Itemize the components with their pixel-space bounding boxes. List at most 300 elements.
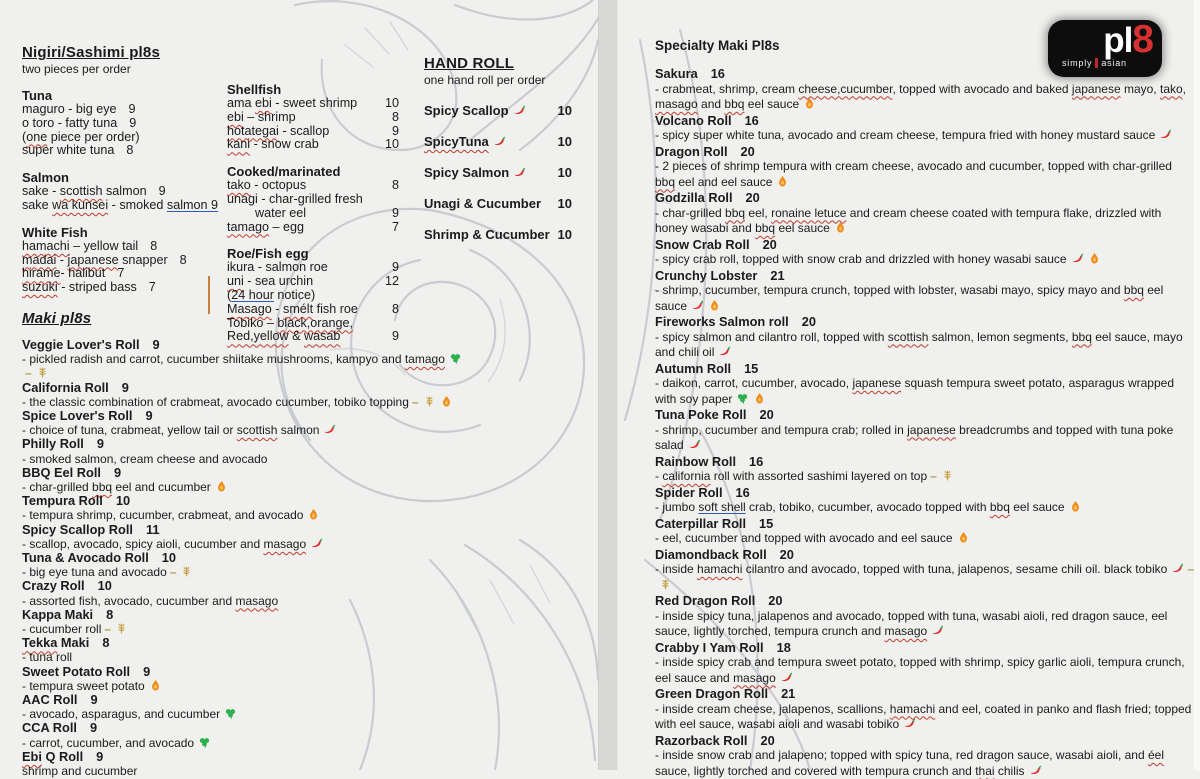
menu-line bbox=[227, 97, 399, 111]
dash-mark: – bbox=[1187, 562, 1194, 576]
item-icons bbox=[776, 671, 793, 685]
chili-icon bbox=[691, 299, 704, 312]
item-name: Crazy Roll bbox=[22, 578, 85, 593]
chili-icon bbox=[1071, 252, 1084, 265]
flame-icon bbox=[1069, 500, 1082, 513]
menu-item bbox=[22, 494, 470, 522]
item-text: uni - sea urchin bbox=[227, 275, 313, 289]
item-price: 10 bbox=[162, 550, 176, 565]
item-price: 11 bbox=[146, 522, 160, 537]
chili-icon bbox=[931, 624, 944, 637]
item-name: Rainbow Roll bbox=[655, 454, 736, 469]
item-icons bbox=[953, 531, 970, 545]
item-icons bbox=[319, 423, 336, 437]
item-icons bbox=[899, 717, 916, 731]
item-description: - inside hamachi cilantro and avocado, topped with tuna, jalapenos, sesame chili oil. black tobiko bbox=[655, 562, 1167, 576]
item-price: 9 bbox=[122, 380, 129, 395]
item-price: 9 bbox=[90, 720, 97, 735]
item-description: - choice of tuna, crabmeat, yellow tail or scottish salmon bbox=[22, 423, 319, 437]
item-icons bbox=[489, 134, 506, 149]
clover-icon bbox=[224, 707, 237, 720]
item-price: 20 bbox=[763, 237, 777, 252]
menu-item bbox=[22, 608, 470, 636]
item-text: unagi - char-grilled fresh bbox=[227, 193, 363, 207]
item-description: - crabmeat, shrimp, cream cheese,cucumber, topped with avocado and baked japanese mayo, tako, masago and bbq eel sauce bbox=[655, 82, 1186, 112]
item-description: - daikon, carrot, cucumber, avocado, japanese squash tempura sweet potato, asparagus wrapped with soy paper bbox=[655, 376, 1174, 406]
chili-icon bbox=[513, 104, 526, 117]
item-icons bbox=[927, 624, 944, 638]
item-description: - scallop, avocado, spicy aioli, cucumber and masago bbox=[22, 537, 306, 551]
item-name: Spice Lover's Roll bbox=[22, 408, 132, 423]
item-text: (24 hour notice) bbox=[227, 289, 315, 303]
item-name: Spicy Scallop Roll bbox=[22, 522, 133, 537]
group-name: Tuna bbox=[22, 88, 222, 103]
item-price: 9 bbox=[114, 465, 121, 480]
item-name: Godzilla Roll bbox=[655, 190, 733, 205]
item-price: 21 bbox=[770, 268, 784, 283]
item-price: 7 bbox=[392, 221, 399, 235]
item-price: 10 bbox=[558, 103, 572, 118]
item-price: 8 bbox=[126, 143, 133, 157]
item-price: 16 bbox=[711, 66, 725, 81]
item-name: Sakura bbox=[655, 66, 698, 81]
menu-line bbox=[22, 131, 222, 145]
item-price: 8 bbox=[150, 239, 157, 253]
flame-icon bbox=[776, 175, 789, 188]
item-description: - tempura shrimp, cucumber, crabmeat, and avocado bbox=[22, 508, 303, 522]
item-name: Diamondback Roll bbox=[655, 547, 767, 562]
chili-icon bbox=[718, 345, 731, 358]
specialty-title: Specialty Maki Pl8s bbox=[655, 38, 1195, 53]
flame-icon bbox=[215, 480, 228, 493]
menu-line bbox=[22, 267, 222, 281]
item-name: Spicy Salmon bbox=[424, 165, 509, 180]
page-right-edge bbox=[1194, 0, 1200, 770]
flame-icon bbox=[149, 679, 162, 692]
menu-line bbox=[227, 207, 399, 221]
menu-line bbox=[227, 234, 399, 261]
nigiri-list bbox=[22, 88, 222, 295]
menu-line bbox=[22, 170, 222, 185]
item-icons bbox=[732, 392, 766, 406]
menu-item bbox=[655, 237, 1195, 268]
menu-item bbox=[655, 733, 1195, 779]
item-name: California Roll bbox=[22, 380, 109, 395]
item-icons bbox=[194, 736, 211, 750]
item-name: Tempura Roll bbox=[22, 493, 103, 508]
item-price: 9 bbox=[97, 436, 104, 451]
group-name: Cooked/marinated bbox=[227, 164, 340, 179]
item-price: 9 bbox=[143, 664, 150, 679]
chili-icon bbox=[903, 717, 916, 730]
item-text: madai - japanese snapper bbox=[22, 253, 168, 267]
menu-item bbox=[22, 579, 470, 607]
menu-line bbox=[22, 117, 222, 131]
item-icons bbox=[211, 480, 228, 494]
item-price: 18 bbox=[777, 640, 791, 655]
flame-icon bbox=[440, 395, 453, 408]
item-description: - carrot, cucumber, and avocado bbox=[22, 736, 194, 750]
item-icons bbox=[927, 469, 954, 483]
item-text: hamachi – yellow tail bbox=[22, 239, 138, 253]
menu-item bbox=[655, 686, 1195, 733]
menu-item bbox=[22, 721, 470, 749]
group-name: Shellfish bbox=[227, 82, 281, 97]
item-text: Tobiko – black,orange, bbox=[227, 317, 353, 331]
item-icons bbox=[220, 707, 237, 721]
nigiri-section-subtitle: two pieces per order bbox=[22, 62, 222, 76]
item-price: 10 bbox=[385, 138, 399, 152]
item-name: Dragon Roll bbox=[655, 144, 728, 159]
item-name: Tekka Maki bbox=[22, 635, 89, 650]
menu-line bbox=[227, 138, 399, 152]
nigiri-section-title: Nigiri/Sashimi pl8s bbox=[22, 44, 222, 61]
item-description: - 2 pieces of shrimp tempura with cream cheese, avocado and cucumber, topped with char-grilled bbq eel and eel sauce bbox=[655, 159, 1172, 189]
hand-roll-subtitle: one hand roll per order bbox=[424, 73, 572, 87]
item-name: Caterpillar Roll bbox=[655, 516, 746, 531]
item-price: 7 bbox=[117, 266, 124, 280]
menu-item bbox=[22, 466, 470, 494]
item-price: 9 bbox=[392, 261, 399, 275]
flame-icon bbox=[708, 299, 721, 312]
item-name: Veggie Lover's Roll bbox=[22, 337, 140, 352]
specialty-list bbox=[655, 66, 1195, 779]
item-name: Red Dragon Roll bbox=[655, 593, 755, 608]
item-name: CCA Roll bbox=[22, 720, 77, 735]
menu-item bbox=[22, 437, 470, 465]
menu-item bbox=[655, 113, 1195, 144]
item-name: Sweet Potato Roll bbox=[22, 664, 130, 679]
item-price: 9 bbox=[392, 330, 399, 344]
group-name: Salmon bbox=[22, 170, 222, 185]
item-text: maguro - big eye bbox=[22, 102, 117, 116]
item-icons bbox=[1065, 500, 1082, 514]
menu-line bbox=[22, 225, 222, 240]
shellfish-column bbox=[227, 70, 399, 344]
menu-item bbox=[22, 636, 470, 664]
item-name: Shrimp & Cucumber bbox=[424, 227, 550, 242]
page-divider bbox=[598, 0, 618, 770]
item-name: Philly Roll bbox=[22, 436, 84, 451]
item-price: 8 bbox=[392, 303, 399, 317]
chili-icon bbox=[688, 438, 701, 451]
logo-wordmark: pl8 bbox=[1103, 18, 1153, 62]
item-name: Volcano Roll bbox=[655, 113, 732, 128]
menu-line bbox=[22, 185, 222, 199]
item-name: AAC Roll bbox=[22, 692, 77, 707]
item-name: Tuna & Avocado Roll bbox=[22, 550, 149, 565]
menu-line bbox=[227, 179, 399, 193]
item-text: tamago – egg bbox=[227, 221, 304, 235]
item-name: Crunchy Lobster bbox=[655, 268, 757, 283]
item-description: - inside spicy tuna, jalapenos and avocado, topped with tuna, wasabi aioli, red dragon sauce, eel sauce, lightly torched, tempura crunch and masago bbox=[655, 609, 1167, 639]
item-icons bbox=[101, 622, 128, 636]
item-name: Razorback Roll bbox=[655, 733, 747, 748]
item-price: 20 bbox=[768, 593, 782, 608]
item-price: 8 bbox=[106, 607, 113, 622]
menu-item bbox=[655, 407, 1195, 454]
item-icons bbox=[714, 345, 731, 359]
item-icons bbox=[830, 221, 847, 235]
menu-line bbox=[227, 275, 399, 289]
brand-logo bbox=[1048, 20, 1162, 77]
menu-item bbox=[22, 381, 470, 409]
item-description: - char-grilled bbq eel, ronaine letuce and cream cheese coated with tempura flake, drizzled with honey wasabi and bbq eel sauce bbox=[655, 206, 1161, 236]
dash-mark: – bbox=[25, 366, 32, 380]
wheat-icon bbox=[180, 565, 193, 578]
item-price: 12 bbox=[385, 275, 399, 289]
menu-line bbox=[22, 103, 222, 117]
menu-line bbox=[227, 193, 399, 207]
menu-line bbox=[227, 289, 399, 303]
item-price: 16 bbox=[736, 485, 750, 500]
item-price: 10 bbox=[558, 196, 572, 211]
item-description: - assorted fish, avocado, cucumber and masago bbox=[22, 594, 278, 608]
item-description: - spicy salmon and cilantro roll, topped with scottish salmon, lemon segments, bbq eel sauce, mayo and chili oil bbox=[655, 330, 1183, 360]
menu-item bbox=[424, 134, 572, 149]
flame-icon bbox=[753, 392, 766, 405]
item-icons bbox=[509, 165, 526, 180]
item-name: Spider Roll bbox=[655, 485, 723, 500]
item-text: super white tuna bbox=[22, 143, 114, 157]
menu-item bbox=[22, 665, 470, 693]
item-price: 10 bbox=[385, 97, 399, 111]
item-icons bbox=[687, 299, 721, 313]
item-text: kani - snow crab bbox=[227, 138, 319, 152]
item-name: Snow Crab Roll bbox=[655, 237, 750, 252]
menu-item bbox=[22, 750, 470, 778]
item-price: 15 bbox=[759, 516, 773, 531]
menu-item bbox=[655, 144, 1195, 191]
item-icons bbox=[509, 103, 526, 118]
item-name: Autumn Roll bbox=[655, 361, 731, 376]
chili-icon bbox=[323, 423, 336, 436]
item-description: - big eye tuna and avocado bbox=[22, 565, 167, 579]
menu-line bbox=[227, 221, 399, 235]
item-description: - spicy crab roll, topped with snow crab and drizzled with honey wasabi sauce bbox=[655, 252, 1067, 266]
item-text: tako - octopus bbox=[227, 179, 306, 193]
dash-mark: – bbox=[170, 565, 177, 579]
item-price: 20 bbox=[741, 144, 755, 159]
item-price: 10 bbox=[116, 493, 130, 508]
menu-item bbox=[424, 165, 572, 180]
item-description: - eel, cucumber and topped with avocado and eel sauce bbox=[655, 531, 953, 545]
group-name: White Fish bbox=[22, 225, 222, 240]
item-price: 8 bbox=[180, 253, 187, 267]
item-description: - jumbo soft shell crab, tobiko, cucumber, avocado topped with bbq eel sauce bbox=[655, 500, 1065, 514]
item-price: 9 bbox=[392, 207, 399, 221]
item-price: 10 bbox=[98, 578, 112, 593]
wheat-icon bbox=[36, 366, 49, 379]
item-text: o toro - fatty tuna bbox=[22, 116, 117, 130]
menu-item bbox=[22, 523, 470, 551]
menu-item bbox=[424, 103, 572, 118]
item-icons bbox=[167, 565, 194, 579]
clover-icon bbox=[198, 736, 211, 749]
wheat-icon bbox=[115, 622, 128, 635]
shellfish-list bbox=[227, 70, 399, 344]
item-name: Spicy Scallop bbox=[424, 103, 509, 118]
menu-item bbox=[655, 547, 1195, 594]
item-price: 20 bbox=[746, 190, 760, 205]
chili-icon bbox=[780, 671, 793, 684]
item-price: 10 bbox=[558, 134, 572, 149]
menu-item bbox=[655, 454, 1195, 485]
item-price: 9 bbox=[392, 125, 399, 139]
item-description: - pickled radish and carrot, cucumber shiitake mushrooms, kampyo and tamago bbox=[22, 352, 445, 366]
chili-icon bbox=[493, 135, 506, 148]
item-name: Green Dragon Roll bbox=[655, 686, 768, 701]
specialty-maki-section bbox=[655, 38, 1195, 779]
item-description: - inside spicy crab and tempura sweet potato, topped with shrimp, spicy garlic aioli, tempura crunch, eel sauce and masago bbox=[655, 655, 1185, 685]
item-text: sake - scottish salmon bbox=[22, 184, 147, 198]
wheat-icon bbox=[659, 578, 672, 591]
menu-line bbox=[22, 88, 222, 103]
nigiri-sashimi-column bbox=[22, 44, 222, 295]
dash-mark: – bbox=[930, 469, 937, 483]
item-text: water eel bbox=[227, 207, 306, 221]
item-text: ebi – shrimp bbox=[227, 111, 296, 125]
item-text: hirame- halibut bbox=[22, 266, 105, 280]
item-text: hotategai - scallop bbox=[227, 125, 329, 139]
chili-icon bbox=[310, 537, 323, 550]
item-icons bbox=[306, 537, 323, 551]
menu-item bbox=[424, 227, 572, 242]
item-price: 9 bbox=[90, 692, 97, 707]
item-description: - spicy super white tuna, avocado and cream cheese, tempura fried with honey mustard sauce bbox=[655, 128, 1155, 142]
item-price: 16 bbox=[745, 113, 759, 128]
item-price: 9 bbox=[129, 116, 136, 130]
item-price: 9 bbox=[96, 749, 103, 764]
item-name: Fireworks Salmon roll bbox=[655, 314, 789, 329]
item-name: SpicyTuna bbox=[424, 134, 489, 149]
item-icons bbox=[684, 438, 701, 452]
flame-icon bbox=[957, 531, 970, 544]
maki-list bbox=[22, 338, 470, 778]
item-description: - cucumber roll bbox=[22, 622, 101, 636]
hand-roll-title: HAND ROLL bbox=[424, 55, 572, 72]
logo-red-bar bbox=[1095, 58, 1098, 68]
item-description: - inside cream cheese, jalapenos, scallions, hamachi and eel, coated in panko and flash fried; topped with eel sauce, wasabi aioli and wasabi tobiko bbox=[655, 702, 1191, 732]
menu-line bbox=[22, 254, 222, 268]
menu-line bbox=[22, 281, 222, 295]
item-price: 8 bbox=[392, 179, 399, 193]
item-price: 16 bbox=[749, 454, 763, 469]
item-text: (one piece per order) bbox=[22, 130, 140, 144]
chili-icon bbox=[1159, 128, 1172, 141]
item-description: - the classic combination of crabmeat, avocado cucumber, tobiko topping bbox=[22, 395, 409, 409]
item-name: Tuna Poke Roll bbox=[655, 407, 746, 422]
chili-icon bbox=[513, 166, 526, 179]
item-price: 10 bbox=[558, 227, 572, 242]
item-icons bbox=[1067, 252, 1101, 266]
menu-line bbox=[22, 240, 222, 254]
logo-tagline: simply asian bbox=[1062, 58, 1127, 68]
item-name: BBQ Eel Roll bbox=[22, 465, 101, 480]
clover-icon bbox=[736, 392, 749, 405]
menu-item bbox=[22, 693, 470, 721]
flame-icon bbox=[803, 97, 816, 110]
item-name: Unagi & Cucumber bbox=[424, 196, 541, 211]
menu-item bbox=[655, 361, 1195, 408]
flame-icon bbox=[307, 508, 320, 521]
item-price: 20 bbox=[780, 547, 794, 562]
dash-mark: – bbox=[412, 395, 419, 409]
item-price: 8 bbox=[102, 635, 109, 650]
item-icons bbox=[145, 679, 162, 693]
item-description: - california roll with assorted sashimi layered on top bbox=[655, 469, 927, 483]
hand-roll-list bbox=[424, 103, 572, 242]
item-price: 20 bbox=[759, 407, 773, 422]
item-description: - inside snow crab and jalapeno; topped with spicy tuna, red dragon sauce, wasabi aioli, and éel sauce, lightly torched and covered with tempura crunch and thai chilis bbox=[655, 748, 1164, 778]
dash-mark: – bbox=[104, 622, 111, 636]
menu-item bbox=[424, 196, 572, 211]
item-icons bbox=[799, 97, 816, 111]
item-description: - shrimp, cucumber, tempura crunch, topped with lobster, wasabi mayo, spicy mayo and bbq eel sauce bbox=[655, 283, 1163, 313]
item-text: ikura - salmon roe bbox=[227, 261, 328, 275]
group-name: Roe/Fish egg bbox=[227, 246, 309, 261]
item-price: 9 bbox=[159, 184, 166, 198]
item-text: sake wa kunsei - smoked salmon 9 bbox=[22, 198, 218, 212]
item-price: 21 bbox=[781, 686, 795, 701]
maki-title: Maki pl8s bbox=[22, 310, 470, 327]
wheat-icon bbox=[941, 469, 954, 482]
menu-line bbox=[227, 111, 399, 125]
menu-line bbox=[227, 152, 399, 179]
item-price: 20 bbox=[802, 314, 816, 329]
menu-line bbox=[227, 261, 399, 275]
menu-item bbox=[655, 516, 1195, 547]
item-text: suzuki - striped bass bbox=[22, 280, 137, 294]
wheat-icon bbox=[423, 395, 436, 408]
edit-change-bar bbox=[208, 276, 210, 314]
item-description: - avocado, asparagus, and cucumber bbox=[22, 707, 220, 721]
item-description: - tempura sweet potato bbox=[22, 679, 145, 693]
item-icons bbox=[1025, 764, 1042, 778]
menu-item bbox=[655, 593, 1195, 640]
item-price: 10 bbox=[558, 165, 572, 180]
item-icons bbox=[772, 175, 789, 189]
item-name: Crabby I Yam Roll bbox=[655, 640, 764, 655]
menu-item bbox=[655, 640, 1195, 687]
item-name: Kappa Maki bbox=[22, 607, 93, 622]
item-icons bbox=[1155, 128, 1172, 142]
flame-icon bbox=[1088, 252, 1101, 265]
item-description: - tuna roll bbox=[22, 650, 72, 664]
chili-icon bbox=[1171, 562, 1184, 575]
item-price: 9 bbox=[129, 102, 136, 116]
menu-item bbox=[655, 314, 1195, 361]
menu-item bbox=[22, 338, 470, 381]
item-description: - shrimp, cucumber and tempura crab; rolled in japanese breadcrumbs and topped with tuna poke salad bbox=[655, 423, 1173, 453]
menu-line bbox=[227, 125, 399, 139]
menu-item bbox=[22, 551, 470, 579]
menu-item bbox=[22, 409, 470, 437]
item-text: Masago - smélt fish roe bbox=[227, 303, 358, 317]
item-text: Red,yellow & wasab bbox=[227, 330, 340, 344]
clover-icon bbox=[449, 352, 462, 365]
item-price: 9 bbox=[153, 337, 160, 352]
item-description: shrimp and cucumber bbox=[22, 764, 137, 778]
hand-roll-column bbox=[424, 55, 572, 242]
menu-line bbox=[22, 144, 222, 158]
maki-section bbox=[22, 310, 470, 778]
item-price: 7 bbox=[149, 280, 156, 294]
item-name: Ebi Q Roll bbox=[22, 749, 83, 764]
item-text: ama ebi - sweet shrimp bbox=[227, 97, 357, 111]
item-price: 15 bbox=[744, 361, 758, 376]
item-icons bbox=[303, 508, 320, 522]
